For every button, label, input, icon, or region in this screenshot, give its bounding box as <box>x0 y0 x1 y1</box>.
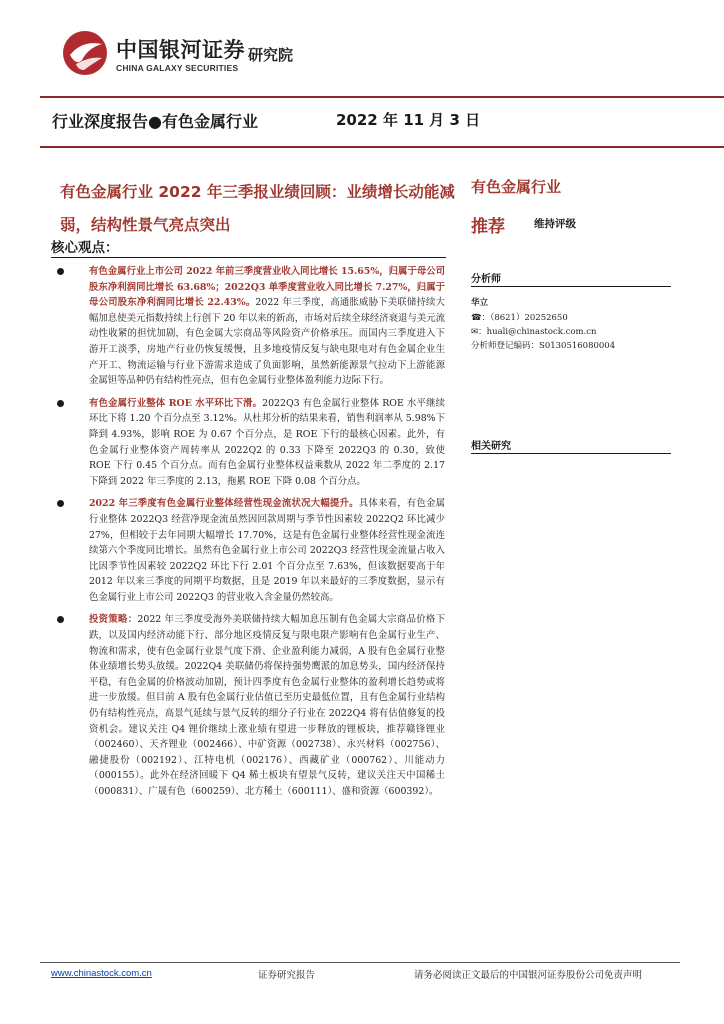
footer-disclaimer: 请务必阅读正文最后的中国银河证券股份公司免责声明 <box>414 970 643 981</box>
list-item <box>55 396 445 490</box>
header-bottom-rule <box>40 146 724 148</box>
rating-note: 维持评级 <box>534 218 576 230</box>
bullet-body: 2022 年三季度受海外美联储持续大幅加息压制有色金属大宗商品价格下跌，以及国内经济动能下行、部分地区疫情反复与限电限产影响有色金属行业生产、物流和需求，使有色金属行业景气度下滑、企业盈利能力减弱，A 股有色金属行业整体业绩增长势头放缓。2022Q4 美联储仍将保持强势鹰派的加息势头，国内经济保持平稳，有色金属的价格波动加剧，预计四季度有色金属行业整体的盈利增长趋势或将进一步放缓。但目前 A 股有色金属行业估值已至历史最低位置，且有色金属行业结构仍有结构性亮点，高景气延续与景气反转的细分子行业在 2022Q4 将有估值修复的投资机会。建议关注 Q4 锂价继续上涨业绩有望进一步释放的锂板块，推荐赣锋锂业（002460）、天齐锂业（002466）、中矿资源（002738）、永兴材料（002756）、融捷股份（002192）、江特电机（002176）、西藏矿业（000762）、川能动力（000155）。此外在经济回暖下 Q4 稀土板块有望景气反转，建议关注天中国稀土（000831）、广晟有色（600259）、北方稀土（600111）、盛和资源（600392）。 <box>89 614 445 797</box>
analyst-name: 华立 <box>471 298 489 308</box>
bullet-lead: 有色金属行业整体 ROE 水平环比下滑。 <box>89 397 263 409</box>
list-item <box>55 496 445 605</box>
report-type: 行业深度报告●有色金属行业 <box>52 112 258 131</box>
bullet-body: 具体来看，有色金属行业整体 2022Q3 经营净现金流虽然因回款周期与季节性因素较 2022Q2 环比减少 27%，但相较于去年同期大幅增长 17.70%，这是有色金属行业整体经营性现金流连续第六个季度同比增长。虽然有色金属行业上市公司 2022Q3 经营性现金流量占收入比因季节性因素较 2022Q2 环比下行 2.01 个百分点至 7.63%，但该数据要高于年 2012 年以来三季度的同期平均数据，且是 2019 年以来最好的三季度数据，显示有色金属行业上市公司 2022Q3 的营业收入含金量仍然较高。 <box>89 498 445 603</box>
report-date: 2022 年 11 月 3 日 <box>336 111 481 129</box>
footer-center-text: 证券研究报告 <box>258 970 316 981</box>
report-title: 有色金属行业 2022 年三季报业绩回顾：业绩增长动能减弱，结构性景气亮点突出 <box>60 183 455 234</box>
company-logo <box>62 30 312 80</box>
bullet-lead: 投资策略： <box>89 614 138 626</box>
galaxy-logo-icon <box>62 30 108 76</box>
list-item <box>55 612 445 799</box>
list-item <box>55 264 445 389</box>
core-views-rule <box>51 257 446 258</box>
bullet-lead: 有色金属行业上市公司 2022 年前三季度营业收入同比增长 15.65%，归属于母公司股东净利润同比增长 63.68%；2022Q3 单季度营业收入同比增长 7.27%，归属于母公司股东净利润同比增长 22.43%。 <box>89 266 445 309</box>
analyst-rule <box>471 286 671 287</box>
header-top-rule <box>40 96 724 98</box>
core-views-label: 核心观点： <box>51 240 119 256</box>
related-research-rule <box>471 453 671 454</box>
logo-institute: 研究院 <box>248 46 294 64</box>
logo-name-en: CHINA GALAXY SECURITIES <box>116 63 239 73</box>
email-link[interactable]: ✉：huali@chinastock.com.cn <box>471 327 597 337</box>
bullet-icon <box>57 500 64 507</box>
related-research-heading: 相关研究 <box>471 441 511 452</box>
analyst-reg-no: 分析师登记编码：S0130516080004 <box>471 341 616 351</box>
bullet-lead: 2022 年三季度有色金属行业整体经营性现金流状况大幅提升。 <box>89 498 359 510</box>
footer-rule <box>40 962 680 963</box>
rating: 推荐 <box>471 217 505 237</box>
analyst-phone: ☎：（8621）20252650 <box>471 313 568 323</box>
footer-website-link[interactable]: www.chinastock.com.cn <box>51 968 152 979</box>
bullet-body: 2022 年三季度，高通胀威胁下美联储持续大幅加息使美元指数持续上行创下 20 年以来的新高，市场对后续全球经济衰退与美元流动性收紧的担忧加剧，有色金属大宗商品等风险资产价格承压。而国内三季度进入下游开工淡季，房地产行业仍恢复缓慢，且多地疫情反复与缺电限电对有色金属企业生产开工、物流运输与行业下游需求造成了负面影响，虽然新能源景气拉动下上游能源金属钽等品种仍有结构性亮点，但有色金属行业整体盈利能力边际下行。 <box>89 297 446 387</box>
analyst-heading: 分析师 <box>471 274 501 285</box>
bullet-body: 2022Q3 有色金属行业整体 ROE 水平继续环比下将 1.20 个百分点至 3.12%。从杜邦分析的结果来看，销售利润率从 5.98%下降到 4.93%，影响 ROE 为 0.67 个百分点，是 ROE 下行的最核心因素。此外，有色金属行业整体资产周转率从 2022Q2 的 0.33 下降至 2022Q3 的 0.30，致使 ROE 下行 0.45 个百分点。而有色金属行业整体权益乘数从 2022 年二季度的 2.17 下降到 2022 年三季度的 2.13，拖累 ROE 下降 0.08 个百分点。 <box>89 397 445 487</box>
core-views-list <box>55 264 445 807</box>
sidebar-industry: 有色金属行业 <box>471 178 562 196</box>
analyst-email[interactable] <box>471 325 596 337</box>
bullet-icon <box>57 616 64 623</box>
bullet-icon <box>57 268 64 275</box>
logo-name-cn: 中国银河证券 <box>116 38 245 62</box>
bullet-icon <box>57 400 64 407</box>
